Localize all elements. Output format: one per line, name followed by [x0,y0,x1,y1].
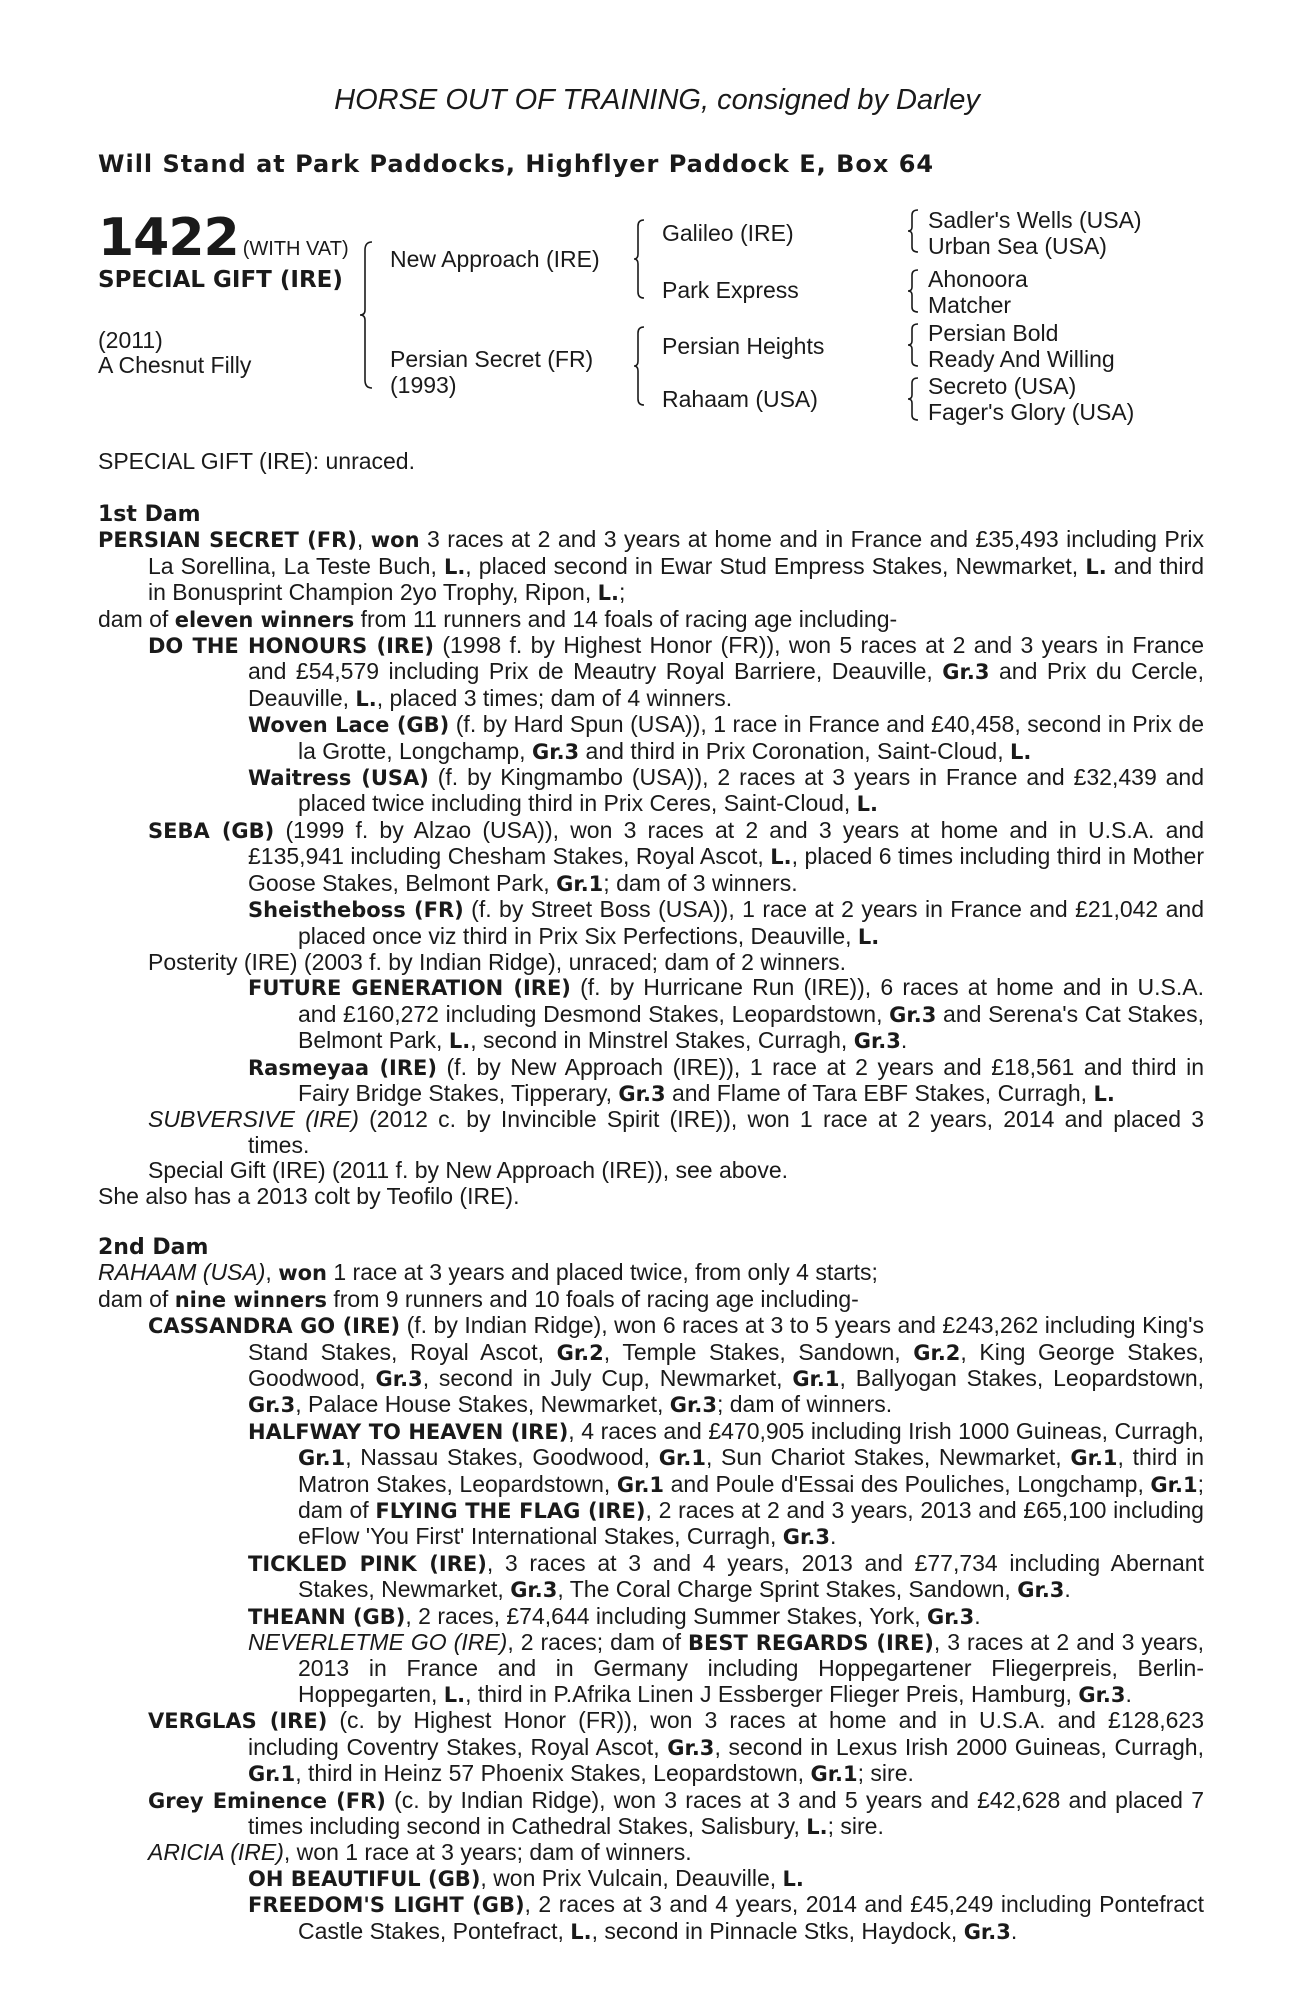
entry-text: . [1064,1576,1071,1603]
bold-text: L. [443,1682,466,1707]
entry-text: (f. by New Approach (IRE)), 1 race at 2 years and £18,561 and third in Fairy Bridge Stakes, Tipperary, [298,1053,1204,1106]
entry-text: and Serena's Cat Stakes, Belmont Park, [298,1000,1204,1054]
pedigree-entry [98,1630,1204,1708]
entry-text: , 2 races at 3 and 4 years, 2014 and £45,249 including Pontefract Castle Stakes, Pontefract, [298,1891,1204,1944]
horse-year: (2011) [98,327,163,353]
horse-name: SPECIAL GIFT (IRE) [98,267,343,293]
pedigree-g8: Fager's Glory (USA) [928,399,1135,425]
entry-text: . [1125,1680,1132,1707]
bold-text: Gr.1 [658,1446,706,1471]
pedigree-brace-g1 [906,208,920,254]
bold-text: L. [856,792,879,817]
bold-text: Gr.3 [889,1002,937,1027]
entry-text: . [974,1602,981,1629]
pedigree-sire-sire: Galileo (IRE) [662,220,794,246]
entry-text: , placed 3 times; dam of 4 winners. [376,684,733,711]
entry-text: She also has a 2013 colt by Teofilo (IRE). [98,1182,520,1209]
bold-text: Gr.3 [248,1393,296,1418]
entry-text: , 3 races at 2 and 3 years, 2013 in France and in Germany including Hoppegartener Fliegerpreis, Berlin-Hoppegarten, [298,1629,1204,1707]
bold-text: BEST REGARDS (IRE) [688,1631,934,1656]
entry-text: and third in Bonusprint Champion 2yo Trophy, Ripon, [148,552,1204,606]
pedigree-g1: Sadler's Wells (USA) [928,207,1142,233]
bold-text: Waitress (USA) [248,766,429,791]
entry-text: . [1010,1917,1018,1944]
pedigree-entry [98,1708,1204,1787]
pedigree-entry [98,1184,1204,1209]
entry-text: dam of [98,605,175,632]
pedigree-entry [98,975,1204,1054]
entry-text: from 9 runners and 10 foals of racing age including- [326,1285,859,1312]
entry-text: , 2 races, £74,644 including Summer Stakes, York, [405,1602,928,1629]
entry-text: and Poule d'Essai des Pouliches, Longchamp, [664,1470,1151,1497]
bold-text: Gr.3 [510,1578,558,1603]
entry-text: , Sun Chariot Stakes, Newmarket, [705,1444,1071,1471]
lot-heading [98,208,349,268]
pedigree-brace-dam [632,325,646,407]
pedigree-brace-sire [632,218,646,300]
entry-text: , [265,1259,279,1286]
italic-text: RAHAAM (USA) [98,1259,266,1286]
bold-text: won [278,1261,327,1286]
pedigree-entry [98,818,1204,897]
pedigree-entry [98,950,1204,975]
bold-text: L. [570,1919,592,1944]
bold-text: L. [1010,739,1032,764]
bold-text: DO THE HONOURS (IRE) [148,634,435,659]
bold-text: Gr.3 [942,660,990,685]
bold-text: L. [857,924,880,949]
entry-text: , second in Pinnacle Stks, Haydock, [591,1917,964,1944]
bold-text: Rasmeyaa (IRE) [248,1055,437,1080]
bold-text: Gr.1 [1070,1446,1118,1471]
pedigree-dam-year: (1993) [390,372,457,398]
entry-text: 1 race at 3 years and placed twice, from only 4 starts; [326,1259,878,1286]
entry-text: , placed 6 times including third in Mother Goose Stakes, Belmont Park, [248,843,1204,896]
entry-text: , The Coral Charge Sprint Stakes, Sandown, [557,1576,1018,1603]
pedigree-entry [98,1604,1204,1630]
bold-text: Gr.3 [1078,1682,1126,1707]
italic-text: SUBVERSIVE (IRE) [148,1106,359,1133]
pedigree-entry [98,1055,1204,1108]
bold-text: Gr.1 [810,1762,858,1787]
pedigree-sire-dam: Park Express [662,277,799,303]
entry-text: and third in Prix Coronation, Saint-Cloud, [579,737,1011,764]
bold-text: TICKLED PINK (IRE) [248,1551,487,1576]
vat-note: (WITH VAT) [242,238,349,260]
bold-text: eleven winners [174,607,355,632]
bold-text: L. [806,1814,828,1839]
entry-text: (f. by Indian Ridge), won 6 races at 3 to 5 years and £243,262 including King's Stand Stakes, Royal Ascot, [248,1312,1205,1365]
entry-text: (2012 c. by Invincible Spirit (IRE)), won 1 race at 2 years, 2014 and placed 3 times. [248,1106,1205,1158]
bold-text: PERSIAN SECRET (FR) [98,528,357,553]
bold-text: Grey Eminence (FR) [148,1788,386,1813]
bold-text: L. [770,845,792,870]
bold-text: Gr.2 [556,1340,604,1365]
entry-text: , placed second in Ewar Stud Empress Stakes, Newmarket, [465,552,1086,579]
section-gap [98,1209,1204,1235]
horse-description: A Chesnut Filly [98,352,252,378]
pedigree-entry [98,712,1204,765]
pedigree-entry [98,1107,1204,1158]
bold-text: CASSANDRA GO (IRE) [148,1314,401,1339]
bold-text: L. [1085,554,1107,579]
pedigree-sire: New Approach (IRE) [390,246,600,272]
bold-text: FLYING THE FLAG (IRE) [375,1499,646,1524]
pedigree-entry [98,1892,1204,1945]
pedigree-g6: Ready And Willing [928,346,1115,372]
bold-text: Gr.3 [667,1735,715,1760]
pedigree-g4: Matcher [928,292,1012,318]
pedigree-entry [98,897,1204,950]
entry-text: , second in Lexus Irish 2000 Guineas, Curragh, [714,1733,1204,1760]
bold-text: Gr.3 [618,1081,666,1106]
italic-text: NEVERLETME GO (IRE) [248,1629,508,1656]
entry-text: , 3 races at 3 and 4 years, 2013 and £77,734 including Abernant Stakes, Newmarket, [298,1549,1204,1603]
bold-text: nine winners [174,1287,327,1312]
bold-text: OH BEAUTIFUL (GB) [248,1866,481,1891]
entry-text: . [900,1027,908,1054]
pedigree-entry [98,527,1204,606]
entry-text: ; [618,579,626,606]
bold-text: VERGLAS (IRE) [148,1709,328,1734]
pedigree-entry [98,1840,1204,1865]
catalogue-body [98,502,1204,1945]
entry-text: (c. by Indian Ridge), won 3 races at 3 and 5 years and £42,628 and placed 7 times including second in Cathedral Stakes, Salisbury, [248,1786,1204,1839]
bold-text: L. [443,554,466,579]
consignment-line: HORSE OUT OF TRAINING, consigned by Darley [334,84,980,116]
entry-text: , Palace House Stakes, Newmarket, [295,1391,670,1418]
pedigree-entry [98,1788,1204,1841]
stabling-line: Will Stand at Park Paddocks, Highflyer Paddock E, Box 64 [98,150,935,178]
entry-text: (f. by Street Boss (USA)), 1 race at 2 years in France and £21,042 and placed once viz third in Prix Six Perfections, Deauville, [298,896,1205,949]
bold-text: HALFWAY TO HEAVEN (IRE) [248,1419,569,1444]
entry-text: (1999 f. by Alzao (USA)), won 3 races at 2 and 3 years at home and in U.S.A. and £135,941 including Chesham Stakes, Royal Ascot, [248,816,1205,870]
pedigree-dam: Persian Secret (FR) [390,346,594,372]
bold-text: Gr.3 [963,1919,1011,1944]
first-dam-heading: 1st Dam [98,502,201,527]
entry-text: ; dam of 3 winners. [603,869,798,896]
entry-text: Posterity (IRE) (2003 f. by Indian Ridge), unraced; dam of 2 winners. [148,948,846,975]
entry-text: Special Gift (IRE) (2011 f. by New Approach (IRE)), see above. [148,1157,789,1184]
pedigree-brace-g2 [906,268,920,314]
pedigree-entry [98,1287,1204,1313]
entry-text: (f. by Hurricane Run (IRE)), 6 races at home and in U.S.A. and £160,272 including Desmond Stakes, Leopardstown, [298,974,1205,1027]
italic-text: ARICIA (IRE) [148,1839,284,1866]
pedigree-brace-main [358,240,374,390]
entry-text: from 11 runners and 14 foals of racing age including- [354,605,898,632]
entry-text: , 2 races; dam of [507,1629,689,1656]
bold-text: FUTURE GENERATION (IRE) [248,976,571,1001]
bold-text: THEANN (GB) [248,1604,406,1629]
entry-text: dam of [98,1285,175,1312]
bold-text: L. [1093,1081,1115,1106]
pedigree-dam-dam: Rahaam (USA) [662,386,818,412]
pedigree-entry [98,1260,1204,1286]
bold-text: Gr.1 [1150,1472,1198,1497]
entry-text: , won Prix Vulcain, Deauville, [480,1864,783,1891]
first-dam-section [98,527,1204,1209]
pedigree-brace-g3 [906,322,920,368]
entry-text: , Nassau Stakes, Goodwood, [345,1444,659,1471]
bold-text: Gr.3 [531,739,580,764]
entry-text: . [829,1523,837,1550]
entry-text: ; dam of winners. [716,1391,893,1418]
pedigree-entry [98,765,1204,818]
bold-text: L. [782,1866,804,1891]
lot-number: 1422 [98,208,239,268]
bold-text: Gr.3 [927,1604,975,1629]
entry-text: 3 races at 2 and 3 years at home and in France and £35,493 including Prix La Sorellina, La Teste Buch, [148,526,1204,579]
pedigree-g2: Urban Sea (USA) [928,233,1107,259]
pedigree-g3: Ahonoora [928,266,1028,292]
entry-text: , second in July Cup, Newmarket, [422,1365,793,1391]
entry-text: , won 1 race at 3 years; dam of winners. [283,1839,692,1866]
bold-text: won [370,528,420,553]
bold-text: L. [597,581,619,606]
pedigree-g7: Secreto (USA) [928,373,1077,399]
bold-text: L. [448,1029,471,1054]
pedigree-brace-g4 [906,376,920,422]
entry-text: (f. by Kingmambo (USA)), 2 races at 3 years in France and £32,439 and placed twice including third in Prix Ceres, Saint-Cloud, [298,764,1205,817]
entry-text: , [356,526,371,553]
entry-text: and Prix du Cercle, Deauville, [248,658,1204,711]
entry-text: ; sire. [857,1760,914,1787]
bold-text: Gr.3 [1017,1578,1065,1603]
pedigree-dam-sire: Persian Heights [662,333,825,359]
entry-text: , third in Heinz 57 Phoenix Stakes, Leopardstown, [295,1760,811,1787]
bold-text: Gr.2 [913,1340,961,1365]
bold-text: Gr.3 [853,1029,901,1054]
entry-text: , 4 races and £470,905 including Irish 1000 Guineas, Curragh, [568,1417,1205,1444]
bold-text: Gr.1 [248,1762,296,1787]
bold-text: L. [355,686,377,711]
entry-text: , second in Minstrel Stakes, Curragh, [470,1027,854,1054]
bold-text: Gr.3 [375,1367,423,1391]
second-dam-section [98,1260,1204,1945]
pedigree-entry [98,1419,1204,1551]
bold-text: Gr.3 [782,1525,830,1550]
entry-text: ; sire. [827,1812,884,1839]
pedigree-entry [98,1158,1204,1183]
bold-text: SEBA (GB) [148,818,275,843]
pedigree-entry [98,1313,1204,1419]
pedigree-g5: Persian Bold [928,320,1059,346]
entry-text: (f. by Hard Spun (USA)), 1 race in France and £40,458, second in Prix de la Grotte, Longchamp, [298,711,1204,764]
pedigree-entry [98,607,1204,633]
bold-text: Sheistheboss (FR) [248,898,464,923]
pedigree-entry [98,1866,1204,1892]
entry-text: , 2 races at 2 and 3 years, 2013 and £65,100 including eFlow 'You First' International Stakes, Curragh, [298,1497,1204,1550]
entry-text: , Temple Stakes, Sandown, [603,1338,914,1365]
pedigree-entry [98,633,1204,712]
entry-text: , King George Stakes, Goodwood, [248,1338,1204,1391]
bold-text: Woven Lace (GB) [248,713,450,738]
entry-text: , Ballyogan Stakes, Leopardstown, [839,1365,1205,1391]
bold-text: Gr.1 [556,871,604,896]
bold-text: Gr.1 [792,1367,840,1391]
entry-text: (1998 f. by Highest Honor (FR)), won 5 races at 2 and 3 years in France and £54,579 including Prix de Meautry Royal Barriere, Deauville, [248,632,1204,685]
entry-text: (c. by Highest Honor (FR)), won 3 races at home and in U.S.A. and £128,623 including Coventry Stakes, Royal Ascot, [248,1707,1204,1760]
entry-text: , third in P.Afrika Linen J Essberger Flieger Preis, Hamburg, [465,1680,1079,1707]
bold-text: Gr.1 [298,1446,346,1471]
bold-text: Gr.1 [616,1472,665,1497]
entry-text: and Flame of Tara EBF Stakes, Curragh, [665,1079,1094,1106]
pedigree-entry [98,1551,1204,1604]
bold-text: FREEDOM'S LIGHT (GB) [248,1893,525,1918]
entry-text: ; dam of [298,1470,1204,1524]
entry-text: , third in Matron Stakes, Leopardstown, [298,1444,1204,1497]
bold-text: Gr.3 [669,1393,717,1418]
race-record: SPECIAL GIFT (IRE): unraced. [98,448,415,474]
second-dam-heading: 2nd Dam [98,1234,209,1260]
